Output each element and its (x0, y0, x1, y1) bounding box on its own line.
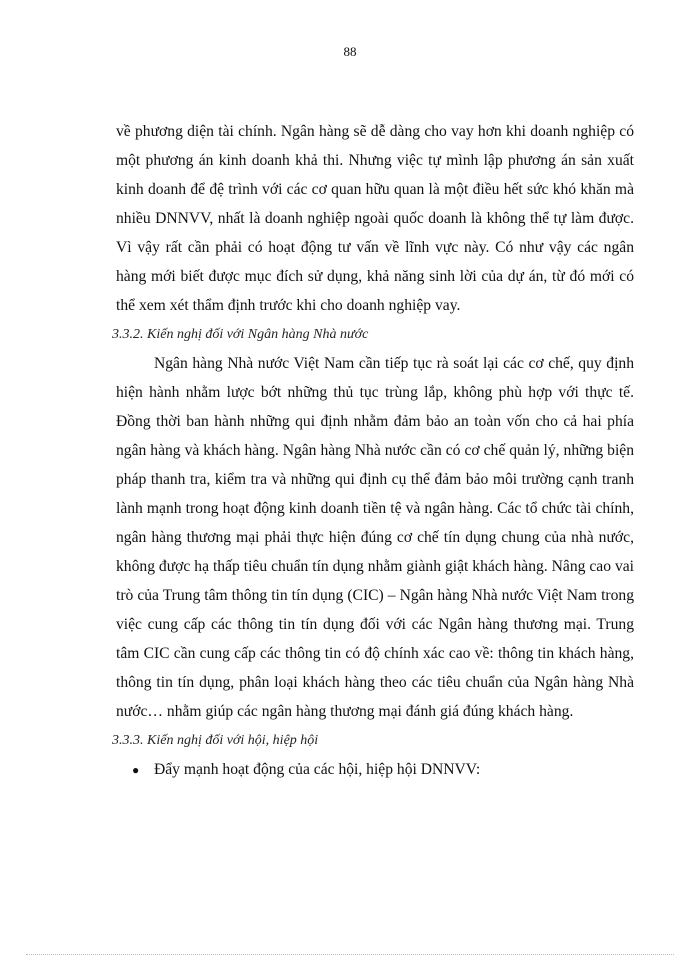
paragraph-finance: về phương diện tài chính. Ngân hàng sẽ dễ dàng cho vay hơn khi doanh nghiệp có một phương án kinh doanh khả thi. Nhưng việc tự mình lập phương án sản xuất kinh doanh để đệ trình với các cơ quan hữu quan là một điều hết sức khó khăn mà nhiều DNNVV, nhất là doanh nghiệp ngoài quốc doanh là không thể tự làm được. Vì vậy rất cần phải có hoạt động tư vấn về lĩnh vực này. Có như vậy các ngân hàng mới biết được mục đích sử dụng, khả năng sinh lời của dự án, từ đó mới có thể xem xét thẩm định trước khi cho doanh nghiệp vay. (116, 123, 634, 314)
bullet-item-text: Đẩy mạnh hoạt động của các hội, hiệp hội DNNVV: (154, 761, 481, 778)
paragraph-state-bank: Ngân hàng Nhà nước Việt Nam cần tiếp tục rà soát lại các cơ chế, quy định hiện hành nhằm lược bớt những thủ tục trùng lắp, không phù hợp với thực tế. Đồng thời ban hành những qui định nhằm đảm bảo an toàn vốn cho cả hai phía ngân hàng và khách hàng. Ngân hàng Nhà nước cần có cơ chế quản lý, những biện pháp thanh tra, kiểm tra và những qui định cụ thể đảm bảo môi trường cạnh tranh lành mạnh trong hoạt động kinh doanh tiền tệ và ngân hàng. Các tổ chức tài chính, ngân hàng thương mại phải thực hiện đúng cơ chế tín dụng chung của nhà nước, không được hạ thấp tiêu chuẩn tín dụng nhằm giành giật khách hàng. Nâng cao vai trò của Trung tâm thông tin tín dụng (CIC) – Ngân hàng Nhà nước Việt Nam trong việc cung cấp các thông tin tín dụng đối với các Ngân hàng thương mại. Trung tâm CIC cần cung cấp các thông tin có độ chính xác cao về: thông tin khách hàng, thông tin tín dụng, phân loại khách hàng theo các tiêu chuẩn của Ngân hàng Nhà nước… nhằm giúp các ngân hàng thương mại đánh giá đúng khách hàng. (116, 355, 634, 720)
page-bottom-border (26, 954, 674, 955)
page-number: 88 (343, 44, 357, 59)
section-heading-3-3-3: 3.3.3. Kiến nghị đối với hội, hiệp hội (112, 733, 319, 748)
bullet-dot-icon: ● (132, 763, 140, 777)
bullet-item (132, 755, 634, 785)
document-body (112, 117, 634, 785)
section-heading-3-3-2: 3.3.2. Kiến nghị đối với Ngân hàng Nhà nước (112, 327, 369, 342)
